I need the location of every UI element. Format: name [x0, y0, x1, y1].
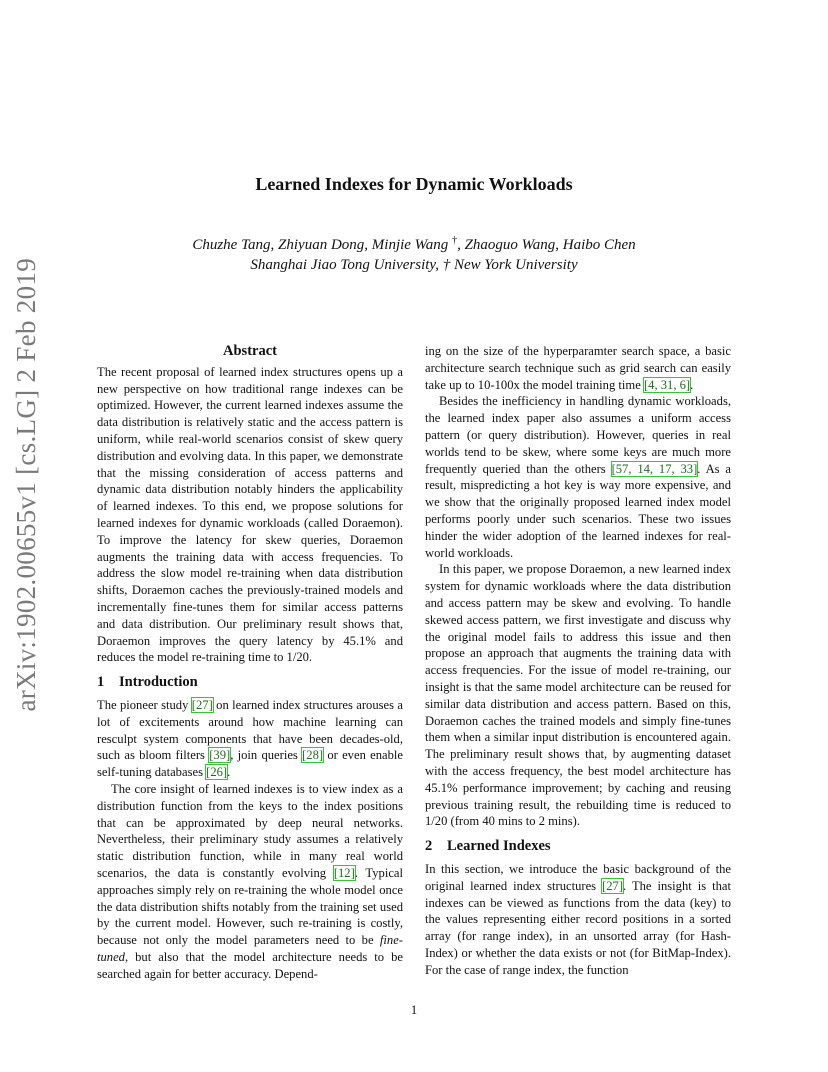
- authors-block: [0, 231, 828, 275]
- citation-link[interactable]: [39]: [209, 748, 231, 763]
- citation-link[interactable]: [28]: [302, 748, 324, 763]
- abstract-text: The recent proposal of learned index structures opens up a new perspective on how traditional range indexes can be optimized. However, the current learned indexes assume the data distribution is relatively static and the access pattern is uniform, while real-world scenarios consist of skew query distribution and evolving data. In this paper, we demonstrate that the missing consideration of access patterns and dynamic data distribution notably hinders the applicability of learned indexes. To this end, we propose solutions for learned indexes for dynamic workloads (called Doraemon). To improve the latency for skew queries, Doraemon augments the training data with access frequencies. To address the slow model re-training when data distribution shifts, Doraemon caches the previously-trained models and incrementally fine-tunes them for similar access patterns and data distribution. Our preliminary result shows that, Doraemon improves the query latency by 45.1% and reduces the model re-training time to 1/20.: [97, 364, 403, 665]
- section-2-title: Learned Indexes: [447, 838, 551, 855]
- arxiv-identifier-text: arXiv:1902.00655v1 [cs.LG] 2 Feb 2019: [10, 258, 41, 712]
- emphasis-fine-tuned: fine-tuned: [97, 933, 403, 964]
- intro-paragraph-2-cont: ing on the size of the hyperparamter search space, a basic architecture search technique such as grid search can easily take up to 10-100x the model training time [4, 31, 6].: [425, 344, 731, 392]
- citation-link[interactable]: [27]: [602, 878, 624, 893]
- section-2-number: 2: [425, 838, 433, 855]
- abstract-heading: Abstract: [223, 343, 277, 359]
- section-1-number: 1: [97, 674, 105, 691]
- authors-affiliations: Shanghai Jiao Tong University, † New York University: [250, 257, 578, 273]
- citation-link[interactable]: [12]: [333, 865, 355, 880]
- arxiv-identifier: [6, 258, 46, 712]
- intro-paragraph-3: Besides the inefficiency in handling dynamic workloads, the learned index paper also assumes a uniform access pattern (or query distribution). However, queries in real worlds tend to be skew, where some keys are much more frequently queried than the others [57, 14, 17, 33]. As a result, mispredicting a hot key is way more expensive, and we show that the originally proposed learned index model performs poorly under such scenarios. These two issues hinder the wider adoption of the learned indexes for real-world workloads.: [425, 394, 732, 560]
- page-number: 1: [410, 1003, 418, 1017]
- authors-names-part2: , Zhaoguo Wang, Haibo Chen: [457, 237, 636, 253]
- intro-paragraph-1: The pioneer study [27] on learned index structures arouses a lot of excitements around how machine learning can resculpt system components that have been decades-old, such as bloom filters [39], join queries [28] or even enable self-tuning databases [26].: [97, 697, 404, 780]
- learned-indexes-paragraph-1: In this section, we introduce the basic background of the original learned index structures [27]. The insight is that indexes can be viewed as functions from the data (key) to the values representing either record positions in a sorted array (for range index), in an unsorted array (for Hash-Index) or whether the data exists or not (for BitMap-Index). For the case of range index, the function: [425, 861, 732, 977]
- right-column: [425, 343, 731, 978]
- section-2-heading: [425, 838, 731, 855]
- section-1-heading: [97, 674, 403, 691]
- intro-paragraph-2: The core insight of learned indexes is to view index as a distribution function from the keys to the index positions that can be approximated by deep neural networks. Nevertheless, their preliminary study assumes a relatively static distribution function, while in many real world scenarios, the data is constantly evolving [12]. Typical approaches simply rely on re-training the whole model once the data distribution shifts notably from the training set used by the current model. However, such re-training is costly, because not only the model parameters need to be fine-tuned, but also that the model architecture needs to be searched again for better accuracy. Depend-: [97, 781, 404, 981]
- citation-link[interactable]: [26]: [206, 765, 228, 780]
- authors-names-part1: Chuzhe Tang, Zhiyuan Dong, Minjie Wang: [192, 237, 449, 253]
- dagger-mark: †: [452, 235, 458, 246]
- citation-link[interactable]: [27]: [191, 697, 213, 712]
- section-1-title: Introduction: [119, 674, 198, 691]
- intro-paragraph-4: In this paper, we propose Doraemon, a new learned index system for dynamic workloads where the data distribution and access pattern may be skew and evolving. To handle skewed access pattern, we first investigate and discuss why the original model fails to address this issue and then propose an approach that augments the training data with access frequencies. For the issue of model re-training, our insight is that the same model architecture can be reused for similar data distribution and access pattern. Based on this, Doraemon caches the trained models and simply fine-tunes them when a similar input distribution is encountered again. The preliminary result shows that, by augmenting dataset with the access frequency, the best model architecture has 45.1% performance improvement; by caching and reusing previous training result, the rebuilding time is reduced to 1/20 (from 40 mins to 2 mins).: [425, 562, 731, 829]
- paper-title: Learned Indexes for Dynamic Workloads: [255, 174, 573, 194]
- citation-link[interactable]: [57, 14, 17, 33]: [611, 461, 698, 476]
- authors-names: [0, 231, 828, 255]
- citation-link[interactable]: [4, 31, 6]: [643, 377, 691, 392]
- left-column: [97, 343, 403, 982]
